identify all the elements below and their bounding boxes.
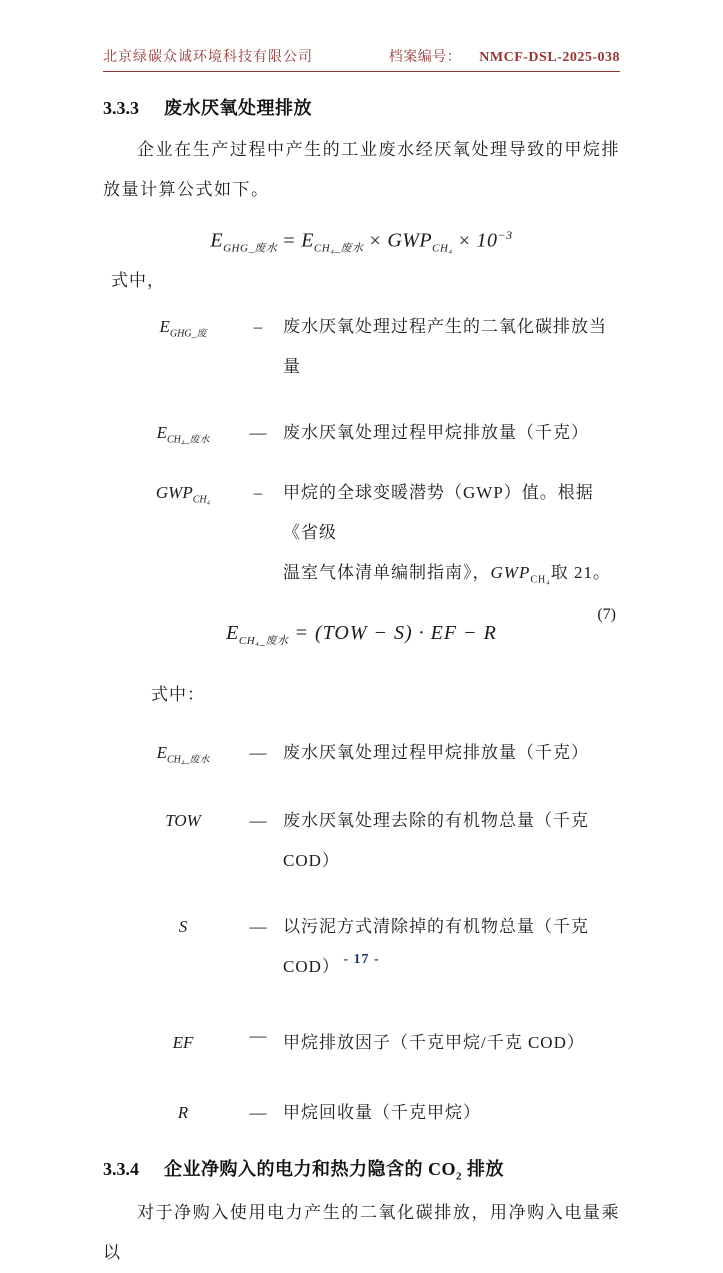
multiply-sign: × (458, 229, 471, 252)
formula-subscript: CH₄_废水 (313, 242, 364, 255)
definition-text: 甲烷排放因子（千克甲烷/千克 COD） (283, 1033, 585, 1053)
archive-value: NMCF-DSL-2025-038 (479, 50, 620, 65)
page-number: - 17 - (343, 952, 380, 967)
dash: — (249, 811, 267, 831)
dash: – (253, 483, 263, 502)
archive-number-group (389, 46, 620, 66)
section-3-3-4-paragraph: 对于净购入使用电力产生的二氧化碳排放，用净购入电量乘以 (103, 1202, 620, 1262)
section-3-3-4-title (164, 1159, 504, 1183)
title-text-end: 排放 (462, 1159, 504, 1180)
formula-term: 10 (476, 229, 498, 252)
dash: — (249, 1103, 267, 1123)
symbol (133, 811, 233, 833)
dash: – (253, 317, 263, 336)
dash: — (249, 743, 267, 763)
symbol-subscript: CH₄ (192, 494, 211, 506)
formula-term: E (226, 622, 239, 645)
definition-text: 废水厌氧处理去除的有机物总量（千克 COD） (283, 811, 589, 871)
definition-line-1: 甲烷的全球变暖潜势（GWP）值。根据《省级 (283, 483, 594, 542)
definition-line-2: 温室气体清单编制指南》， (283, 563, 491, 582)
equation-number: (7) (597, 606, 616, 624)
dash: — (249, 917, 267, 937)
symbol-base: R (177, 1103, 189, 1123)
symbol-subscript: CH₄ (530, 574, 551, 586)
definition-row-s (103, 907, 620, 987)
multiply-sign: × (369, 229, 382, 252)
definition-text: 废水厌氧处理过程甲烷排放量（千克） (283, 423, 589, 442)
symbol (133, 1033, 233, 1055)
symbol-base: S (178, 917, 188, 937)
formula-subscript: CH₄_废水 (238, 635, 289, 648)
where-label-2: 式中： (151, 685, 205, 705)
formula-ghg-wastewater (103, 218, 620, 255)
symbol (133, 743, 233, 765)
archive-label: 档案编号： (388, 50, 462, 65)
symbol-base: GWP (490, 563, 531, 582)
section-3-3-3-number: 3.3.3 (103, 98, 139, 118)
symbol-base: EF (172, 1033, 194, 1053)
section-3-3-3-paragraph: 企业在生产过程中产生的工业废水经厌氧处理导致的甲烷排放量计算公式如下。 (103, 140, 620, 199)
where-label-1: 式中， (111, 271, 165, 290)
section-3-3-4-number: 3.3.4 (103, 1159, 139, 1180)
definition-text: 废水厌氧处理过程甲烷排放量（千克） (283, 743, 589, 763)
definition-row-tow (103, 801, 620, 881)
formula-rhs: = (TOW − S) · EF − R (294, 622, 497, 645)
section-3-3-3-title: 废水厌氧处理排放 (164, 98, 312, 118)
symbol-subscript: CH₄_废水 (167, 754, 210, 766)
definition-row-ef (103, 1023, 620, 1063)
dash: — (249, 423, 267, 442)
symbol (133, 1103, 233, 1125)
formula-ch4-wastewater (103, 606, 620, 650)
definition-text: 甲烷回收量（千克甲烷） (283, 1103, 481, 1123)
formula-term: E (301, 229, 314, 252)
symbol (133, 423, 233, 445)
definition-text: 废水厌氧处理过程产生的二氧化碳排放当量 (283, 317, 607, 376)
definition-line-2-end: 取 21。 (550, 563, 611, 582)
definition-row-ech4-2 (103, 733, 620, 773)
symbol-subscript: GHG_废 (169, 328, 207, 340)
title-text: 企业净购入的电力和热力隐含的 CO (164, 1159, 456, 1180)
section-3-3-4-heading (103, 1155, 620, 1183)
formula-exponent: −3 (497, 228, 513, 242)
definition-text: 以污泥方式清除掉的有机物总量（千克 COD） (283, 917, 589, 977)
formula-term: GWP (387, 229, 433, 252)
equals-sign: = (283, 229, 296, 252)
page-header (103, 0, 620, 72)
symbol-base: GWP (155, 483, 193, 502)
title-subscript: 2 (456, 1170, 462, 1183)
formula-subscript: CH₄ (432, 242, 453, 255)
symbol-subscript: CH₄_废水 (167, 434, 210, 446)
definition-row-ech4 (103, 413, 620, 453)
symbol (133, 483, 233, 505)
dash-glyph: — (249, 1026, 267, 1046)
formula-term: E (210, 229, 224, 252)
symbol (133, 917, 233, 939)
section-3-3-3-heading (103, 94, 620, 120)
symbol-base: E (156, 423, 167, 442)
definition-text (283, 473, 620, 600)
company-name: 北京绿碳众诚环境科技有限公司 (103, 50, 313, 65)
symbol-base: E (159, 317, 170, 336)
definition-row-gwp (103, 473, 620, 600)
symbol-base: TOW (165, 811, 201, 831)
definition-row-eghg (103, 307, 620, 387)
formula-subscript: GHG_废水 (223, 242, 278, 255)
dash (233, 1026, 283, 1053)
definition-row-r (103, 1093, 620, 1133)
symbol (133, 317, 233, 339)
symbol-base: E (156, 743, 167, 763)
